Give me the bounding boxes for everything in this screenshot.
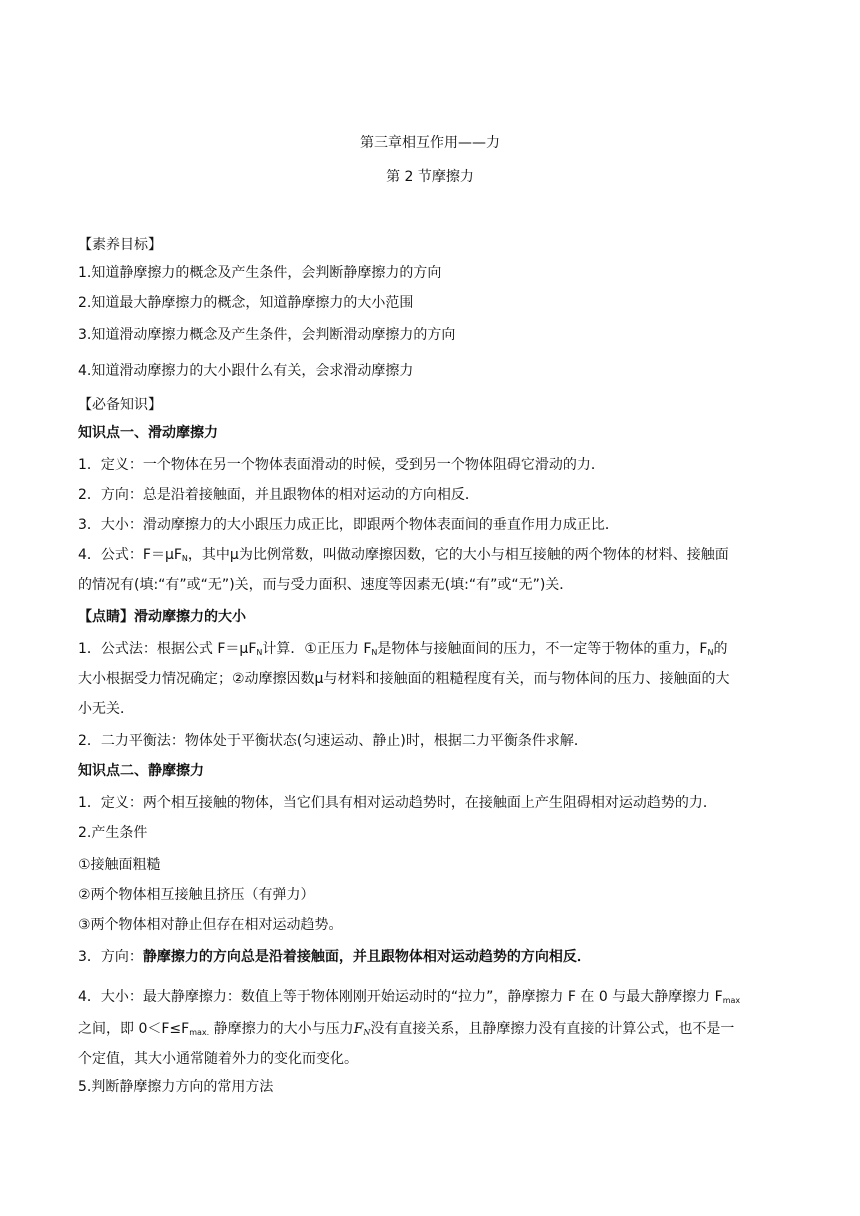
objectives-heading: 【素养目标】: [78, 237, 162, 253]
objective-item-4: 4.知道滑动摩擦力的大小跟什么有关，会求滑动摩擦力: [78, 363, 414, 379]
tip-text-d: 的: [713, 641, 728, 657]
point2-condition-1: ①接触面粗糙: [78, 857, 161, 873]
point2-condition-3: ③两个物体相对静止但存在相对运动趋势。: [78, 917, 343, 933]
objective-item-3: 3.知道滑动摩擦力概念及产生条件，会判断滑动摩擦力的方向: [78, 327, 456, 343]
knowledge-heading: 【必备知识】: [78, 397, 162, 413]
point2-judge-heading: 5.判断静摩擦力方向的常用方法: [78, 1079, 274, 1095]
point1-heading: 知识点一、滑动摩擦力: [78, 425, 218, 441]
direction-label: 3．方向：: [78, 949, 143, 965]
point2-definition: 1．定义：两个相互接触的物体，当它们具有相对运动趋势时，在接触面上产生阻碍相对运动趋势的力．: [78, 795, 717, 811]
point2-magnitude-line2: [78, 1020, 788, 1038]
formula-text-b: ，其中μ为比例常数，叫做动摩擦因数，它的大小与相互接触的两个物体的材料、接触面: [187, 547, 729, 563]
tip-text-a: 1．公式法：根据公式 F＝μF: [78, 641, 257, 657]
magnitude-subscript-1: max: [722, 996, 741, 1005]
point2-heading: 知识点二、静摩擦力: [78, 763, 204, 779]
tip-text-c: 是物体与接触面间的压力，不一定等于物体的重力，F: [377, 641, 708, 657]
objective-item-1: 1.知道静摩擦力的概念及产生条件，会判断静摩擦力的方向: [78, 265, 442, 281]
point2-magnitude-line3: 个定值，其大小通常随着外力的变化而变化。: [78, 1051, 358, 1067]
point1-direction: 2．方向：总是沿着接触面，并且跟物体的相对运动的方向相反．: [78, 487, 479, 503]
tip-method1-line3: 小无关．: [78, 701, 134, 717]
tip-method2: 2．二力平衡法：物体处于平衡状态(匀速运动、静止)时，根据二力平衡条件求解．: [78, 733, 588, 749]
point2-conditions-heading: 2.产生条件: [78, 825, 148, 841]
magnitude-math-symbol: F: [353, 1021, 364, 1037]
tip-heading: 【点睛】滑动摩擦力的大小: [78, 609, 246, 625]
magnitude-subscript-2: max.: [189, 1028, 210, 1037]
point1-formula-line2: 的情况有(填:“有”或“无”)关，而与受力面积、速度等因素无(填:“有”或“无”)关．: [78, 577, 574, 593]
formula-subscript: N: [181, 554, 188, 563]
point1-magnitude: 3．大小：滑动摩擦力的大小跟压力成正比，即跟两个物体表面间的垂直作用力成正比．: [78, 517, 619, 533]
chapter-title: 第三章相互作用——力: [360, 135, 500, 151]
point2-condition-2: ②两个物体相互接触且挤压（有弹力）: [78, 887, 315, 903]
direction-emphasis: 静摩擦力的方向总是沿着接触面，并且跟物体相对运动趋势的方向相反．: [142, 949, 591, 965]
formula-text-a: 4．公式：F＝μF: [78, 547, 182, 563]
magnitude-text-d: 没有直接关系，且静摩擦力没有直接的计算公式，也不是一: [370, 1021, 735, 1037]
tip-method1-line2: 大小根据受力情况确定；②动摩擦因数μ与材料和接触面的粗糙程度有关，而与物体间的压力、接触面的大: [78, 671, 730, 687]
magnitude-text-a: 4．大小：最大静摩擦力：数值上等于物体刚刚开始运动时的“拉力”，静摩擦力 F 在 0 与最大静摩擦力 F: [78, 989, 723, 1005]
magnitude-math-subscript: N: [363, 1028, 371, 1037]
point1-definition: 1．定义：一个物体在另一个物体表面滑动的时候，受到另一个物体阻碍它滑动的力．: [78, 457, 605, 473]
tip-text-b: 计算．①正压力 F: [262, 641, 372, 657]
tip-subscript-3: N: [707, 648, 714, 657]
point2-direction: [78, 948, 788, 966]
section-title: 第 2 节摩擦力: [386, 169, 474, 185]
point2-magnitude-line1: [78, 988, 788, 1006]
objective-item-2: 2.知道最大静摩擦力的概念，知道静摩擦力的大小范围: [78, 295, 414, 311]
tip-subscript-2: N: [371, 648, 378, 657]
magnitude-text-b: 之间，即 0＜F≤F: [78, 1021, 190, 1037]
point1-formula-line1: [78, 546, 788, 564]
tip-subscript-1: N: [256, 648, 263, 657]
tip-method1-line1: [78, 640, 788, 658]
magnitude-text-c: 静摩擦力的大小与压力: [209, 1021, 354, 1037]
